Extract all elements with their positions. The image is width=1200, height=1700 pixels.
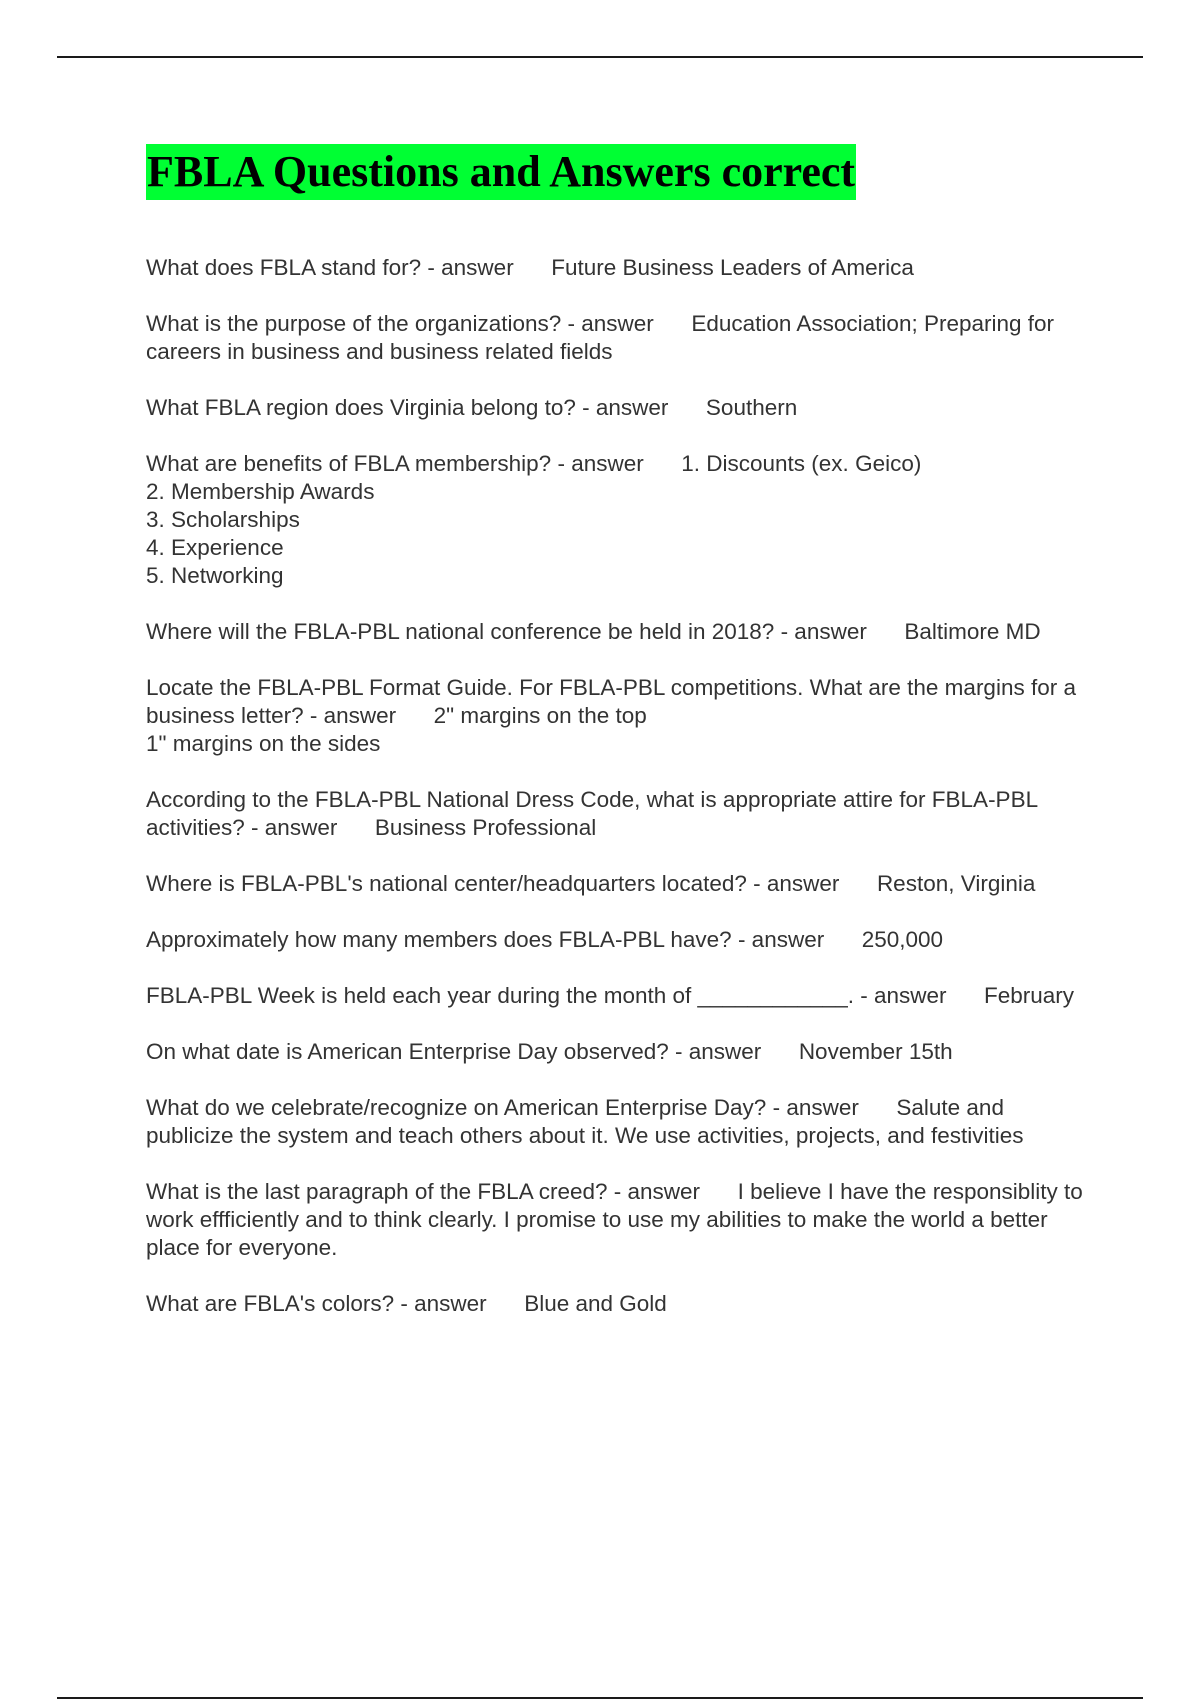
answer-text: Education Association; Preparing for careers in business and business related fields (146, 311, 1061, 364)
answer-text: I believe I have the responsiblity to work effficiently and to think clearly. I promise to use my abilities to make the world a better place for everyone. (146, 1179, 1090, 1260)
answer-separator: - answer (421, 255, 514, 280)
question-text: Locate the FBLA-PBL Format Guide. For FBLA-PBL competitions. What are the margins for a business letter? (146, 675, 1083, 728)
answer-text: Reston, Virginia (876, 871, 1036, 896)
qa-item (146, 394, 1096, 422)
answer-gap (396, 703, 434, 728)
answer-gap (668, 395, 706, 420)
question-text: What is the purpose of the organizations? (146, 311, 562, 336)
document-body (146, 144, 1096, 1346)
answer-gap (654, 311, 692, 336)
answer-gap (487, 1291, 525, 1316)
question-text: What does FBLA stand for? (146, 255, 422, 280)
answer-separator: - answer (607, 1179, 701, 1204)
qa-item (146, 450, 1096, 590)
top-divider (57, 56, 1143, 58)
question-text: What are FBLA's colors? (146, 1291, 395, 1316)
question-text: Where will the FBLA-PBL national conference be held in 2018? (146, 619, 775, 644)
answer-text: 5. Networking (146, 563, 284, 588)
bottom-divider (57, 1697, 1143, 1699)
answer-separator: - answer (853, 983, 947, 1008)
question-text: What do we celebrate/recognize on American Enterprise Day? (146, 1095, 767, 1120)
answer-text: 250,000 (861, 927, 944, 952)
answer-text: Blue and Gold (524, 1291, 667, 1316)
qa-item (146, 1038, 1096, 1066)
question-text: What FBLA region does Virginia belong to? (146, 395, 576, 420)
qa-item (146, 870, 1096, 898)
answer-separator: - answer (575, 395, 669, 420)
qa-item (146, 786, 1096, 842)
answer-separator: - answer (561, 311, 654, 336)
answer-text: 2" margins on the top (433, 703, 647, 728)
answer-text: Salute and publicize the system and teach others about it. We use activities, projects, and festivities (146, 1095, 1024, 1148)
question-text: Where is FBLA-PBL's national center/headquarters located? (146, 871, 747, 896)
qa-item (146, 254, 1096, 282)
answer-separator: - answer (668, 1039, 762, 1064)
answer-separator: - answer (394, 1291, 487, 1316)
qa-item (146, 1290, 1096, 1318)
question-text: On what date is American Enterprise Day observed? (146, 1039, 669, 1064)
answer-text: 1" margins on the sides (146, 731, 381, 756)
answer-separator: - answer (731, 927, 825, 952)
answer-text: Baltimore MD (904, 619, 1041, 644)
answer-gap (947, 983, 985, 1008)
answer-separator: - answer (303, 703, 397, 728)
document-title: FBLA Questions and Answers correct (146, 144, 856, 200)
answer-separator: - answer (244, 815, 338, 840)
answer-text: 1. Discounts (ex. Geico) (681, 451, 922, 476)
question-text: FBLA-PBL Week is held each year during the month of ____________. (146, 983, 854, 1008)
qa-item (146, 674, 1096, 758)
qa-list (146, 254, 1096, 1318)
answer-gap (644, 451, 682, 476)
answer-separator: - answer (766, 1095, 859, 1120)
answer-gap (337, 815, 375, 840)
answer-gap (514, 255, 552, 280)
answer-separator: - answer (774, 619, 867, 644)
question-text: Approximately how many members does FBLA-PBL have? (146, 927, 732, 952)
qa-item (146, 926, 1096, 954)
answer-text: February (984, 983, 1075, 1008)
answer-text: Future Business Leaders of America (551, 255, 914, 280)
answer-text: 4. Experience (146, 535, 284, 560)
answer-text: 3. Scholarships (146, 507, 300, 532)
answer-gap (761, 1039, 799, 1064)
answer-gap (867, 619, 905, 644)
question-text: According to the FBLA-PBL National Dress Code, what is appropriate attire for FBLA-PBL activities? (146, 787, 1044, 840)
answer-text: November 15th (798, 1039, 953, 1064)
answer-gap (700, 1179, 738, 1204)
answer-separator: - answer (551, 451, 644, 476)
qa-item (146, 982, 1096, 1010)
qa-item (146, 310, 1096, 366)
answer-text: 2. Membership Awards (146, 479, 375, 504)
answer-gap (839, 871, 877, 896)
qa-item (146, 1094, 1096, 1150)
question-text: What are benefits of FBLA membership? (146, 451, 552, 476)
answer-text: Business Professional (374, 815, 597, 840)
answer-separator: - answer (746, 871, 840, 896)
answer-gap (824, 927, 862, 952)
qa-item (146, 1178, 1096, 1262)
answer-text: Southern (705, 395, 798, 420)
answer-gap (859, 1095, 897, 1120)
qa-item (146, 618, 1096, 646)
question-text: What is the last paragraph of the FBLA creed? (146, 1179, 608, 1204)
